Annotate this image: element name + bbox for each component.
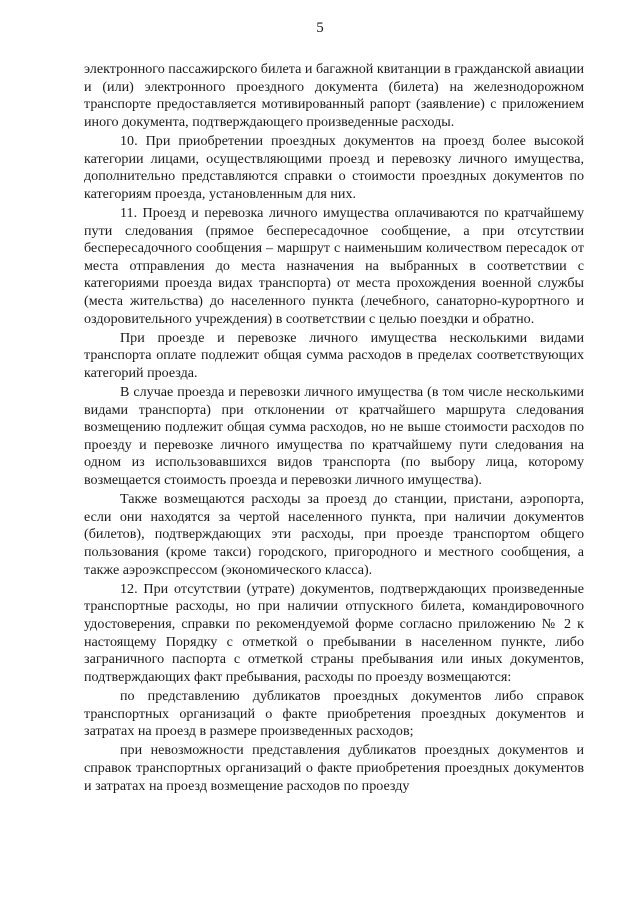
paragraph-route-deviation: В случае проезда и перевозки личного имущества (в том числе несколькими видами транспорта) при отклонении от кратчайшего маршрута следования возмещению подлежит общая сумма расходов, но не выше стоимости расходов по проезду и перевозке личного имущества по кратчайшему пути следования на одном из использовавшихся видов транспорта (по выбору лица, которому возмещается стоимость проезда и перевозки личного имущества). (84, 384, 584, 489)
paragraph-duplicates: по представлению дубликатов проездных документов либо справок транспортных организаций о факте приобретения проездных документов и затратах на проезд в размере произведенных расходов; (84, 687, 584, 740)
paragraph-no-duplicates: при невозможности представления дубликатов проездных документов и справок транспортных организаций о факте приобретения проездных документов и затратах на проезд возмещение расходов по проезду (84, 742, 584, 794)
document-body (84, 61, 584, 795)
paragraph-item-11: 11. Проезд и перевозка личного имущества оплачиваются по кратчайшему пути следования (прямое беспересадочное сообщение, а при отсутствии беспересадочного сообщения – маршрут с наименьшим количеством пересадок от места отправления до места назначения на выбранных в соответствии с категориями проезда видах транспорта) от места прохождения военной службы (места жительства) до населенного пункта (лечебного, санаторно-курортного и оздоровительного учреждения) в соответствии с целью поездки и обратно. (84, 204, 584, 327)
paragraph-station-expenses: Также возмещаются расходы за проезд до станции, пристани, аэропорта, если они находятся за чертой населенного пункта, при наличии документов (билетов), подтверждающих эти расходы, при проезде транспортом общего пользования (кроме такси) городского, пригородного и местного сообщения, а также аэроэкспрессом (экономического класса). (84, 491, 584, 578)
page-number: 5 (316, 20, 324, 36)
paragraph-multiple-transport: При проезде и перевозке личного имущества несколькими видами транспорта оплате подлежит общая сумма расходов в пределах соответствующих категорий проезда. (84, 329, 584, 381)
paragraph-continuation: электронного пассажирского билета и багажной квитанции в гражданской авиации и (или) электронного проездного документа (билета) на железнодорожном транспорте предоставляется мотивированный рапорт (заявление) с приложением иного документа, подтверждающего произведенные расходы. (84, 61, 584, 130)
paragraph-item-10: 10. При приобретении проездных документов на проезд более высокой категории лицами, осуществляющими проезд и перевозку личного имущества, дополнительно представляются справки о стоимости проездных документов по категориям проезда, установленным для них. (84, 132, 584, 202)
paragraph-item-12: 12. При отсутствии (утрате) документов, подтверждающих произведенные транспортные расходы, но при наличии отпускного билета, командировочного удостоверения, справки по рекомендуемой форме согласно приложению № 2 к настоящему Порядку с отметкой о пребывании в населенном пункте, либо заграничного паспорта с отметкой страны пребывания или иных документов, подтверждающих факт пребывания, расходы по проезду возмещаются: (84, 580, 584, 685)
